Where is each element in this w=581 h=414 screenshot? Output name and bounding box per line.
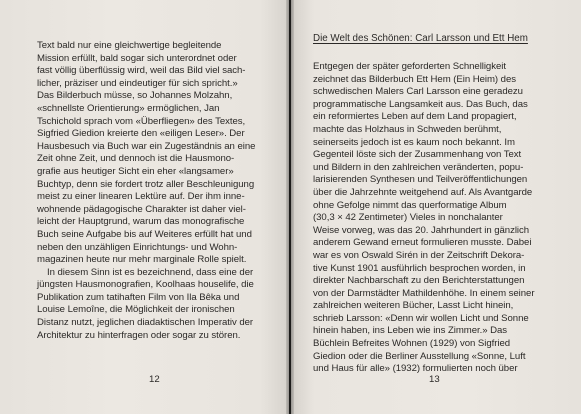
text-line: meist zu einer linearen Lektüre auf. Der ihm inne- [37, 191, 245, 203]
text-line: Das Bilderbuch müsse, so Johannes Molzahn, [37, 90, 233, 102]
text-line: Architektur zu hinterfragen oder sogar zu stören. [37, 329, 241, 341]
text-line: machte das Holzhaus in Schweden berühmt, [313, 123, 502, 135]
right-page-number: 13 [429, 374, 440, 385]
text-line: Distanz nutzt, jeglichen diadaktischen Imperativ der [37, 317, 254, 329]
text-line: wohnende pädagogische Charakter ist daher viel- [37, 203, 246, 215]
right-page-heading: Die Welt des Schönen: Carl Larsson und Ett Hem [313, 33, 528, 44]
text-line: Publikation zum tatihaften Film von Ila Bêka und [37, 291, 240, 303]
text-line: grafie aus heutiger Sicht ein eher «langsamer» [37, 165, 234, 177]
text-line: Mission erfüllt, bald sogar sich unterordnet oder [37, 52, 237, 64]
text-line: (30,3 × 42 Zentimeter) Vieles in nonchalanter [313, 212, 503, 224]
text-line: programmatische Langsamkeit aus. Das Buch, das [313, 98, 528, 110]
text-line: direkter Nachbarschaft zu den Berichterstattungen [313, 275, 525, 287]
text-line: zahlreichen weiteren Bücher, Lasst Licht hinein, [313, 300, 514, 312]
text-line: und Bildern in den zahlreichen veränderten, popu- [313, 161, 524, 173]
text-line: Tschichold sprach vom «Überfliegen» des Textes, [37, 115, 246, 127]
text-line: magazinen heute nur mehr marginale Rolle spielt. [37, 254, 247, 266]
text-line: jüngsten Hausmonografien, Koolhaas houselife, die [37, 279, 254, 291]
text-line: «schnellste Orientierung» ermöglichen, Jan [37, 102, 220, 114]
text-line: licher, präziser und eindeutiger für sich spricht.» [37, 77, 238, 89]
left-page-number: 12 [149, 374, 160, 385]
text-line: larisierenden Synthesen und Teilveröffentlichungen [313, 174, 528, 186]
text-line: In diesem Sinn ist es bezeichnend, dass eine der [47, 266, 254, 278]
text-line: war es von Oswald Sirén in der Zeitschrift Dekora- [313, 249, 525, 261]
text-line: Hausbesuch via Buch war ein Zugeständnis an eine [37, 140, 256, 152]
text-line: seinerseits jedoch ist es kaum noch bekannt. Im [313, 136, 515, 148]
text-line: anderem Gewand erneut formulieren musste. Dabei [313, 237, 532, 249]
text-line: ohne Gefolge nimmt das querformatige Album [313, 199, 507, 211]
book-gutter [286, 0, 294, 414]
text-line: schwedischen Malers Carl Larsson eine geradezu [313, 86, 523, 98]
text-line: leicht der Hauptgrund, warum das monografische [37, 216, 245, 228]
text-line: fast völlig überflüssig wird, weil das Bild viel sach- [37, 65, 246, 77]
text-line: Sigfried Giedion kreierte den «eiligen Leser». Der [37, 128, 245, 140]
left-page [0, 0, 289, 414]
text-line: über die Jahrzehnte weitgehend auf. Als Avantgarde [313, 186, 533, 198]
text-line: hinein haben, ins Leben wie ins Zimmer.» Das [313, 325, 508, 337]
text-line: Weise vorweg, was das 20. Jahrhundert in gänzlich [313, 224, 530, 236]
text-line: ein reformiertes Leben auf dem Land propagiert, [313, 111, 517, 123]
text-line: Text bald nur eine gleichwertige begleitende [37, 40, 222, 51]
left-page-body [37, 40, 269, 342]
text-line: von der Darmstädter Mathildenhöhe. In einem seiner [313, 287, 535, 299]
text-line: Zeit ohne Zeit, und dennoch ist die Hausmono- [37, 153, 235, 165]
text-line: Giedion oder die Berliner Ausstellung «Sonne, Luft [313, 350, 526, 362]
text-line: Louise Lemoîne, die Möglichkeit der ironischen [37, 304, 235, 316]
text-line: Gegenteil löste sich der Zusammenhang von Text [313, 149, 522, 161]
text-line: tive Kunst 1901 ausführlich besprochen worden, in [313, 262, 526, 274]
text-line: schrieb Larsson: «Denn wir wollen Licht und Sonne [313, 312, 529, 324]
text-line: zeichnet das Bilderbuch Ett Hem (Ein Heim) des [313, 73, 516, 85]
text-line: Büchlein Befreites Wohnen (1929) von Sigfried [313, 338, 511, 350]
text-line: neben den unzähligen Einrichtungs- und Wohn- [37, 241, 238, 253]
right-page-body [313, 61, 549, 376]
text-line: Buchtyp, denn sie fordert trotz aller Beschleunigung [37, 178, 255, 190]
text-line: und Haus für alle» (1932) formulierten noch über [313, 363, 518, 375]
text-line: Buch seine Aufgabe bis auf Weiteres erfüllt hat und [37, 228, 252, 240]
text-line: Entgegen der später geforderten Schnelligkeit [313, 61, 506, 72]
